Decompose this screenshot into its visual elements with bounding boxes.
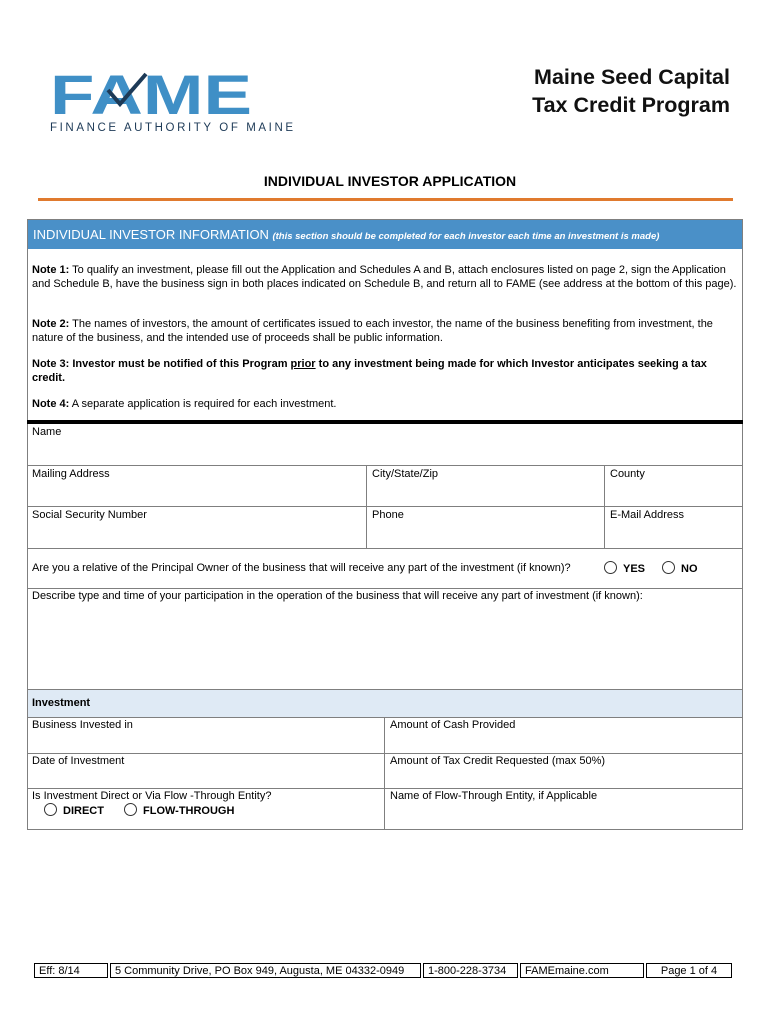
fame-logo-text: FAME (50, 70, 252, 118)
county-label: County (610, 468, 645, 480)
direct-question: Is Investment Direct or Via Flow -Through Entity? (32, 790, 272, 802)
footer-page: Page 1 of 4 (646, 963, 732, 978)
phone-field[interactable] (368, 521, 603, 547)
county-field[interactable] (606, 480, 742, 506)
thick-divider (27, 420, 743, 424)
note-3: Note 3: Investor must be notified of this Program prior to any investment being made for which Investor anticipates seeking a tax credit. (32, 358, 707, 384)
footer-eff: Eff: 8/14 (34, 963, 108, 978)
investment-header (28, 690, 742, 717)
city-state-zip-field[interactable] (368, 480, 603, 506)
section-header (28, 220, 742, 249)
footer-address: 5 Community Drive, PO Box 949, Augusta, ME 04332-0949 (110, 963, 421, 978)
fame-logo-graphic (50, 70, 252, 118)
relative-yes-option[interactable]: YES (604, 561, 645, 575)
email-field[interactable] (606, 521, 742, 547)
date-of-investment-label: Date of Investment (32, 755, 125, 767)
date-of-investment-field[interactable] (28, 768, 383, 788)
yes-radio[interactable] (604, 561, 617, 574)
application-title: INDIVIDUAL INVESTOR APPLICATION (263, 173, 517, 189)
email-label: E-Mail Address (610, 509, 684, 521)
section-title: INDIVIDUAL INVESTOR INFORMATION (33, 227, 269, 242)
tax-credit-field[interactable] (386, 768, 742, 788)
mailing-address-field[interactable] (28, 480, 365, 506)
footer-phone: 1-800-228-3734 (423, 963, 518, 978)
mailing-address-label: Mailing Address (32, 468, 110, 480)
describe-field[interactable] (28, 604, 742, 688)
cash-provided-label: Amount of Cash Provided (390, 719, 516, 731)
business-invested-label: Business Invested in (32, 719, 133, 731)
flow-through-radio[interactable] (124, 803, 137, 816)
investment-title: Investment (32, 697, 91, 709)
fame-logo (50, 70, 252, 118)
describe-label: Describe type and time of your participation in the operation of the business that will receive any part of investment (if known): (32, 590, 643, 602)
ssn-field[interactable] (28, 521, 365, 547)
ssn-label: Social Security Number (32, 509, 147, 521)
direct-radio[interactable] (44, 803, 57, 816)
flow-through-name-label: Name of Flow-Through Entity, if Applicable (390, 790, 598, 802)
name-field[interactable] (28, 438, 742, 465)
section-note: (this section should be completed for each investor each time an investment is made) (272, 231, 660, 242)
business-invested-field[interactable] (28, 732, 383, 752)
phone-label: Phone (372, 509, 404, 521)
note-1: Note 1: To qualify an investment, please fill out the Application and Schedules A and B, attach enclosures listed on page 2, sign the Application and Schedule B, have the business sign in both places indicated on Schedule B, and return all to FAME (see address at the bottom of this page). (32, 264, 737, 290)
relative-no-option[interactable]: NO (662, 561, 698, 575)
flow-through-option[interactable]: FLOW-THROUGH (124, 803, 234, 817)
orange-divider (38, 198, 733, 201)
no-radio[interactable] (662, 561, 675, 574)
cash-provided-field[interactable] (386, 732, 742, 752)
name-label: Name (32, 426, 62, 438)
flow-through-name-field[interactable] (386, 804, 742, 828)
tax-credit-label: Amount of Tax Credit Requested (max 50%) (390, 755, 606, 767)
direct-option[interactable]: DIRECT (44, 803, 104, 817)
city-state-zip-label: City/State/Zip (372, 468, 439, 480)
title-line-1: Maine Seed Capital (534, 65, 730, 89)
note-4: Note 4: A separate application is required for each investment. (32, 398, 337, 410)
title-line-2: Tax Credit Program (532, 93, 730, 117)
logo-subtitle: FINANCE AUTHORITY OF MAINE (50, 122, 296, 134)
program-title (532, 63, 730, 119)
relative-question: Are you a relative of the Principal Owner of the business that will receive any part of the investment (if known)? (32, 562, 571, 574)
note-2: Note 2: The names of investors, the amount of certificates issued to each investor, the name of the business benefiting from investment, the nature of the business, and the intended use of proceeds shall be public information. (32, 318, 713, 344)
footer-website: FAMEmaine.com (520, 963, 644, 978)
